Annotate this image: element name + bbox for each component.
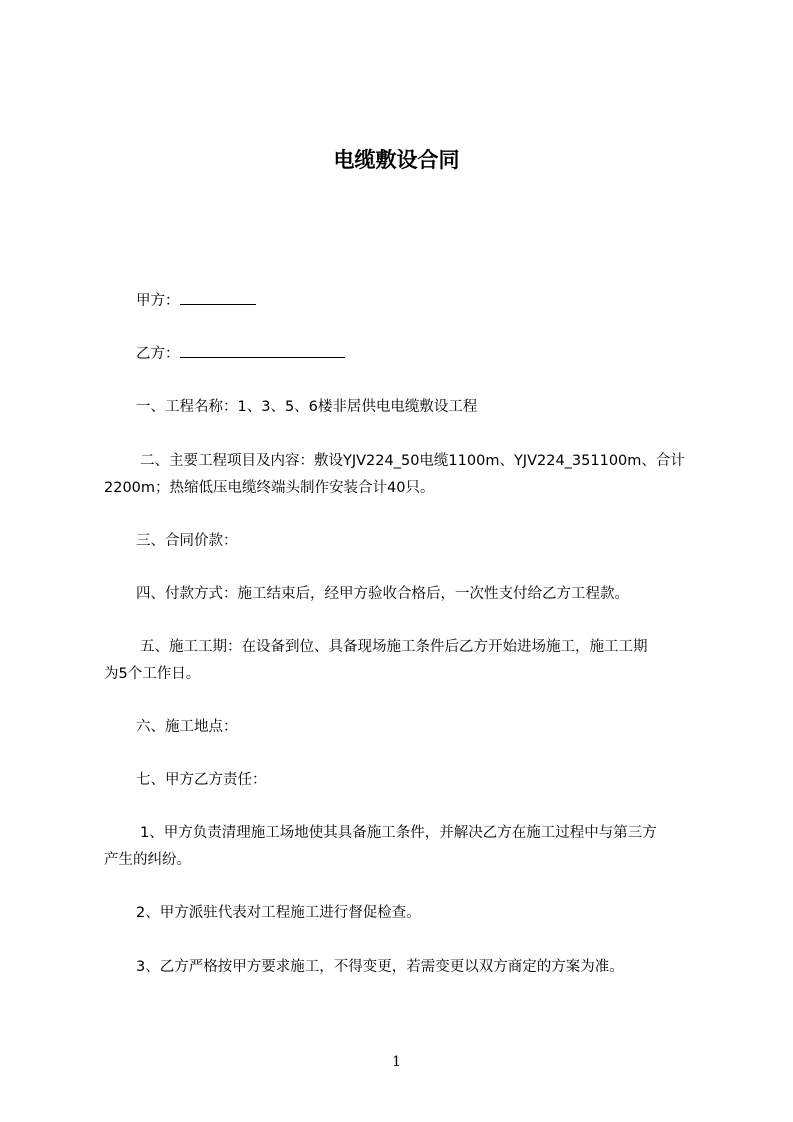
clause-2-line-1: 二、主要工程项目及内容：敷设YJV224_50电缆1100m、YJV224_351100m、合计 bbox=[140, 453, 685, 469]
party-a-label: 甲方： bbox=[136, 293, 180, 309]
clause-3: 三、合同价款： bbox=[136, 533, 238, 549]
item-2: 2、甲方派驻代表对工程施工进行督促检查。 bbox=[136, 905, 421, 921]
item-3: 3、乙方严格按甲方要求施工，不得变更，若需变更以双方商定的方案为准。 bbox=[136, 959, 624, 975]
item-1-line-1: 1、甲方负责清理施工场地使其具备施工条件，并解决乙方在施工过程中与第三方 bbox=[140, 825, 657, 841]
clause-1: 一、工程名称：1、3、5、6楼非居供电电缆敷设工程 bbox=[136, 399, 478, 415]
clause-6: 六、施工地点： bbox=[136, 719, 238, 735]
document-title: 电缆敷设合同 bbox=[333, 148, 460, 172]
clause-2-line-2: 2200m；热缩低压电缆终端头制作安装合计40只。 bbox=[104, 480, 435, 496]
item-1-line-2: 产生的纠纷。 bbox=[104, 852, 191, 868]
party-b-label: 乙方： bbox=[136, 346, 180, 362]
clause-5-line-2: 为5个工作日。 bbox=[104, 666, 201, 682]
party-b-line bbox=[136, 340, 345, 368]
clause-4: 四、付款方式：施工结束后，经甲方验收合格后，一次性支付给乙方工程款。 bbox=[136, 586, 629, 602]
page-number: 1 bbox=[392, 1054, 401, 1070]
party-b-blank bbox=[180, 343, 345, 358]
party-a-blank bbox=[180, 290, 256, 305]
clause-5-line-1: 五、施工工期：在设备到位、具备现场施工条件后乙方开始进场施工，施工工期 bbox=[140, 639, 648, 655]
clause-7: 七、甲方乙方责任： bbox=[136, 772, 267, 788]
party-a-line bbox=[136, 287, 256, 315]
